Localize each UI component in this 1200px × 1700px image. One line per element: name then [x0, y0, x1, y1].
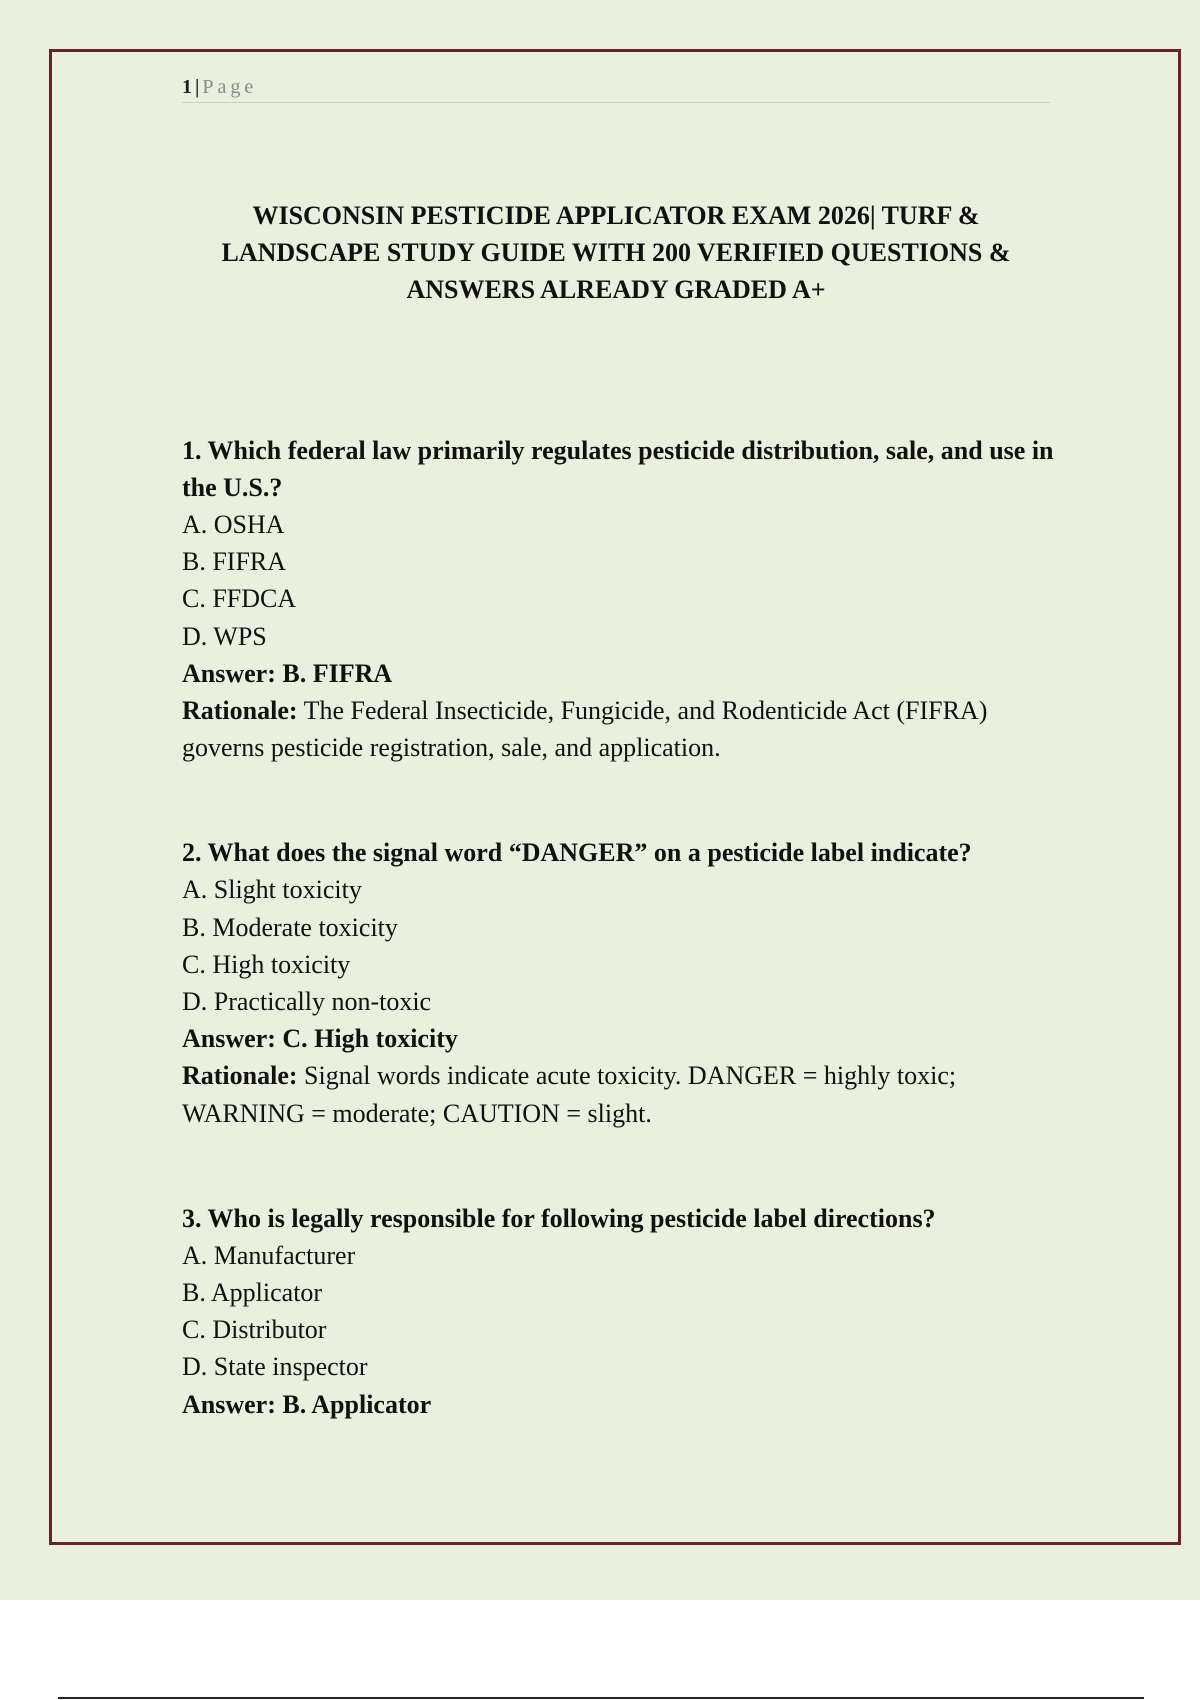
option-c: C. FFDCA — [182, 584, 297, 614]
option-b: B. Moderate toxicity — [182, 912, 398, 942]
rationale — [182, 692, 1062, 766]
option-a: A. Manufacturer — [182, 1240, 356, 1270]
document-title: WISCONSIN PESTICIDE APPLICATOR EXAM 2026| TURF & LANDSCAPE STUDY GUIDE WITH 200 VERIFIED QUESTIONS & ANSWERS ALREADY GRADED A+ — [221, 201, 1011, 304]
question-text: 3. Who is legally responsible for following pesticide label directions? — [182, 1203, 936, 1233]
question-1 — [182, 432, 1062, 766]
option-d: D. WPS — [182, 621, 267, 651]
question-text: 1. Which federal law primarily regulates pesticide distribution, sale, and use in the U.S.? — [182, 436, 1054, 502]
page-word: Page — [202, 76, 258, 98]
answer: Answer: B. Applicator — [182, 1389, 432, 1419]
page-number: 1 — [182, 76, 192, 98]
question-2 — [182, 834, 1062, 1131]
option-d: D. State inspector — [182, 1352, 368, 1382]
question-3 — [182, 1200, 1062, 1423]
rationale-text: Signal words indicate acute toxicity. DANGER = highly toxic; WARNING = moderate; CAUTION = slight. — [182, 1061, 957, 1128]
option-c: C. Distributor — [182, 1315, 327, 1345]
option-c: C. High toxicity — [182, 949, 351, 979]
questions-content — [182, 432, 1062, 1423]
option-a: A. Slight toxicity — [182, 875, 362, 905]
option-d: D. Practically non-toxic — [182, 987, 432, 1017]
footer-divider — [58, 1697, 1144, 1699]
option-a: A. OSHA — [182, 510, 285, 539]
answer: Answer: B. FIFRA — [182, 658, 393, 688]
spacer — [182, 1132, 1062, 1200]
rationale-label: Rationale: — [182, 1061, 298, 1091]
option-b: B. FIFRA — [182, 547, 287, 577]
rationale-label: Rationale: — [182, 696, 298, 726]
spacer — [182, 766, 1062, 834]
rationale-text: The Federal Insecticide, Fungicide, and Rodenticide Act (FIFRA) governs pesticide registration, sale, and application. — [182, 696, 988, 763]
rationale — [182, 1057, 1062, 1131]
page-header-separator: | — [195, 76, 200, 98]
option-b: B. Applicator — [182, 1278, 323, 1308]
answer: Answer: C. High toxicity — [182, 1024, 458, 1054]
question-text: 2. What does the signal word “DANGER” on a pesticide label indicate? — [182, 838, 972, 868]
page-header — [182, 74, 1050, 103]
